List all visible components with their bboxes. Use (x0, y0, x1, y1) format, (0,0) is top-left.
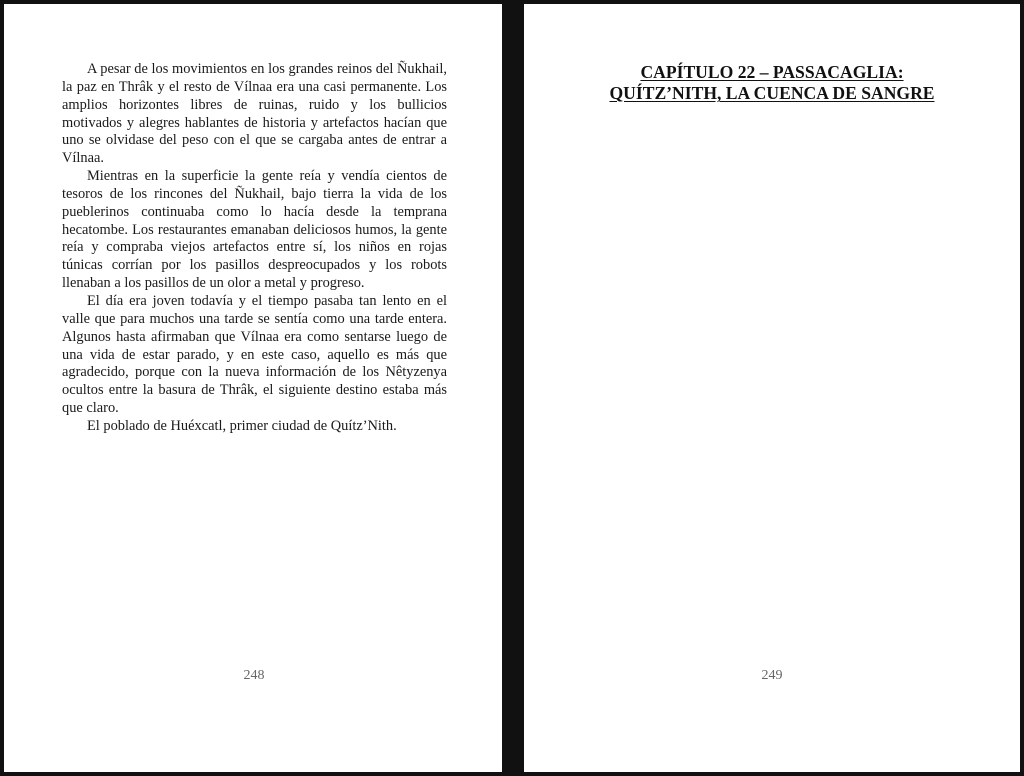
chapter-title-line: CAPÍTULO 22 – PASSACAGLIA: (640, 62, 904, 82)
paragraph: El día era joven todavía y el tiempo pasaba tan lento en el valle que para muchos una tarde se sentía como una tarde entera. Algunos hasta afirmaban que Vílnaa era como sentarse luego de una vida de estar parado, y en este caso, aquello es más que agradecido, porque con la nueva información de los Nêtyzenya ocultos entre la basura de Thrâk, el siguiente destino estaba más que claro. (62, 292, 447, 417)
right-page (524, 4, 1020, 772)
paragraph: El poblado de Huéxcatl, primer ciudad de Quítz’Nith. (87, 417, 397, 434)
chapter-title-line: QUÍTZ’NITH, LA CUENCA DE SANGRE (609, 83, 935, 103)
paragraph: A pesar de los movimientos en los grandes reinos del Ñukhail, la paz en Thrâk y el resto de Vílnaa era una casi permanente. Los amplios horizontes libres de ruinas, ruido y los bullicios motivados y alegres hablantes de historia y artefactos hacían que uno se olvidase del peso con el que se cargaba antes de entrar a Vílnaa. (62, 61, 447, 167)
body-text (62, 61, 447, 436)
paragraph: Mientras en la superficie la gente reía y vendía cientos de tesoros de los rincones del Ñukhail, bajo tierra la vida de los pueblerinos continuaba como lo hacía desde la temprana hecatombe. Los restaurantes emanaban deliciosos humos, la gente reía y compraba viejos artefactos entre sí, los niños en rojas túnicas corrían por los pasillos despreocupados y los robots llenaban a los pasillos de un olor a metal y progreso. (62, 168, 447, 292)
page-number: 249 (761, 668, 783, 683)
left-page (4, 4, 502, 772)
page-number: 248 (243, 668, 265, 683)
chapter-title (524, 62, 1020, 104)
